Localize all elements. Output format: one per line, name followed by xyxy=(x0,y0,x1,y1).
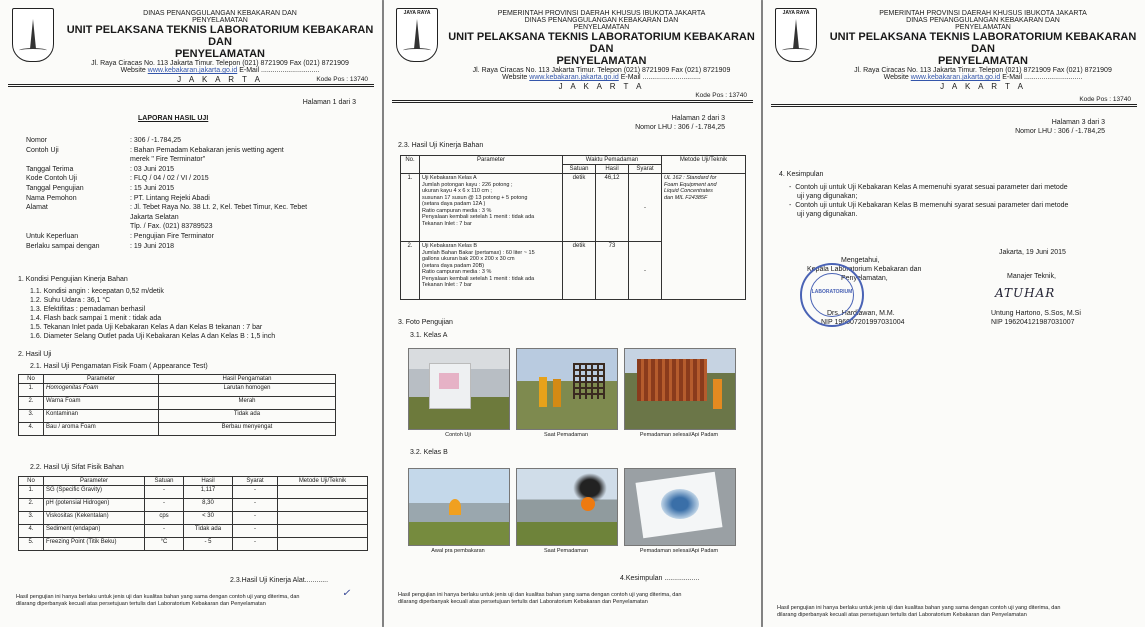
row-result: Berbau menyengat xyxy=(159,423,336,436)
table-row xyxy=(19,397,336,410)
unit-title-2: PENYELAMATAN xyxy=(174,48,266,60)
condition-item: 1.5. Tekanan Inlet pada Uji Kebakaran Kelas A dan Kelas B tekanan : 7 bar xyxy=(30,324,263,331)
footer-note-1: Hasil pengujian ini hanya berlaku untuk jenis uji dan kualitas bahan yang sama dengan contoh uji yang diterima, dan xyxy=(16,594,300,600)
col-requirement: Syarat xyxy=(233,477,278,486)
parameter-line: Tekanan Inlet : 7 bar xyxy=(422,282,472,288)
section-2-2-title: 2.2. Hasil Uji Sifat Fisik Bahan xyxy=(30,464,124,471)
table-row xyxy=(19,384,336,397)
section-2-title: 2. Hasil Uji xyxy=(18,351,52,358)
col-method: Metode Uji/Teknik xyxy=(278,477,368,486)
postal-code: Kode Pos : 13740 xyxy=(695,92,747,99)
col-no: No. xyxy=(401,156,420,174)
row-result: < 30 xyxy=(184,512,233,525)
city: J A K A R T A xyxy=(177,75,263,84)
parameter-line: susunan 17 susun @ 13 potong + 5 potong xyxy=(422,194,528,201)
email: E-Mail .............................. xyxy=(620,74,701,81)
signature-right: ATUHAR xyxy=(995,286,1056,300)
official-stamp: LABORATORIUM xyxy=(800,263,864,327)
report-title: LAPORAN HASIL UJI xyxy=(138,115,209,122)
row-parameter: Bau / aroma Foam xyxy=(44,423,159,436)
address: Jl. Raya Ciracas No. 113 Jakarta Timur. Telepon (021) 8721909 Fax (021) 8721909 xyxy=(91,60,349,67)
report-number: Nomor LHU : 306 / -1.784,25 xyxy=(635,124,725,131)
table-row xyxy=(19,525,368,538)
col-no: No xyxy=(19,375,44,384)
field-label: Tanggal Terima xyxy=(26,165,74,173)
website-label: Website xyxy=(120,67,146,74)
method-line: dan MIL F24385F xyxy=(664,194,708,201)
col-unit: Satuan xyxy=(145,477,184,486)
row-requirement: - xyxy=(233,486,278,499)
field-label: Kode Contoh Uji xyxy=(26,175,77,183)
row-result: 73 xyxy=(596,242,629,300)
section-4-title: 4. Kesimpulan xyxy=(779,171,824,178)
unit-title-2: PENYELAMATAN xyxy=(937,55,1029,67)
col-parameter: Parameter xyxy=(44,477,145,486)
row-parameter: Sediment (endapan) xyxy=(44,525,145,538)
sign-left-title: Kepala Laboratorium Kebakaran dan xyxy=(807,266,922,273)
dept-line: DINAS PENANGGULANGAN KEBAKARAN DAN xyxy=(524,17,679,24)
dept-line-2: PENYELAMATAN xyxy=(192,17,248,24)
parameter-line: gallons ukuran bak 200 x 200 x 30 cm xyxy=(422,256,515,262)
condition-item: 1.2. Suhu Udara : 36,1 °C xyxy=(30,297,111,304)
row-method xyxy=(278,538,368,551)
parameter-line: Ratio campuran media : 3 % xyxy=(422,207,492,214)
row-requirement: - xyxy=(629,174,662,242)
footer-note-2: dilarang diperbanyak kecuali atas persetujuan tertulis dari Laboratorium Kebakaran dan Penyelamatan xyxy=(16,601,266,607)
photo-caption: Saat Pemadaman xyxy=(543,432,589,438)
province-line: PEMERINTAH PROVINSI DAERAH KHUSUS IBUKOTA JAKARTA xyxy=(497,10,706,17)
website-link[interactable]: www.kebakaran.jakarta.go.id xyxy=(529,74,619,81)
conclusion-item-1: - Contoh uji untuk Uji Kebakaran Kelas A memenuhi syarat sesuai parameter dari metode xyxy=(789,184,1068,191)
letterhead xyxy=(763,0,1145,91)
field-value: Tlp. / Fax. (021) 83789523 xyxy=(130,223,213,231)
dept-line-2: PENYELAMATAN xyxy=(573,24,630,31)
field-value: : 15 Juni 2015 xyxy=(130,185,174,192)
sign-right-title: Manajer Teknik, xyxy=(1007,273,1056,280)
condition-item: 1.3. Efektifitas : pemadaman berhasil xyxy=(30,306,146,313)
condition-item: 1.4. Flash back sampai 1 menit : tidak ada xyxy=(30,315,162,322)
sign-left-name: Drs. Hardiawan, M.M. xyxy=(827,310,895,317)
parameter-line: Tekanan Inlet : 7 bar xyxy=(422,220,472,227)
field-value: Jakarta Selatan xyxy=(130,213,179,221)
field-value: : FLQ / 04 / 02 / VI / 2015 xyxy=(130,175,209,183)
photo-caption: Contoh Uji xyxy=(445,432,471,438)
sign-right-name: Untung Hartono, S.Sos, M.Si xyxy=(991,310,1081,317)
address: Jl. Raya Ciracas No. 113 Jakarta Timur. Telepon (021) 8721909 Fax (021) 8721909 xyxy=(472,67,731,74)
website-label: Website xyxy=(502,74,528,81)
letterhead xyxy=(0,0,382,84)
field-value: : PT. Lintang Rejeki Abadi xyxy=(130,194,210,202)
row-unit: - xyxy=(145,486,184,499)
col-result: Hasil xyxy=(596,165,629,174)
parameter-line: Jumlah Bahan Bakar (pertamax) : 60 liter ~ 15 xyxy=(422,249,535,256)
row-requirement: - xyxy=(233,525,278,538)
col-method: Metode Uji/Teknik xyxy=(662,156,746,174)
row-parameter: Kontaminan xyxy=(44,410,159,423)
table-row xyxy=(19,486,368,499)
field-label: Untuk Keperluan xyxy=(26,233,79,240)
city: J A K A R T A xyxy=(558,82,645,91)
row-method xyxy=(278,499,368,512)
conclusion-item-2: - Contoh uji untuk Uji Kebakaran Kelas B memenuhi syarat sesuai parameter dari metode xyxy=(789,202,1069,209)
section-3-1-title: 3.1. Kelas A xyxy=(410,332,448,339)
field-label: Contoh Uji xyxy=(26,146,59,154)
photo-sample-container xyxy=(408,348,510,430)
conclusion-item-1-cont: uji yang digunakan; xyxy=(797,193,858,200)
section-3-2-title: 3.2. Kelas B xyxy=(410,449,448,456)
continued-note: 2.3.Hasil Uji Kinerja Alat............ xyxy=(230,577,329,584)
section-3-title: 3. Foto Pengujian xyxy=(398,319,453,326)
row-no: 3. xyxy=(19,410,44,423)
row-result: - 5 xyxy=(184,538,233,551)
photo-pre-burn xyxy=(408,468,510,546)
field-value: merek " Fire Terminator" xyxy=(130,156,206,164)
row-no: 2. xyxy=(19,397,44,410)
row-no: 1. xyxy=(19,384,44,397)
header-divider xyxy=(771,104,1137,107)
row-requirement: - xyxy=(233,538,278,551)
photo-extinguished-class-a xyxy=(624,348,736,430)
row-unit: detik xyxy=(563,174,596,242)
method-line: UL 162 : Standard for xyxy=(664,175,717,181)
report-number: Nomor LHU : 306 / -1.784,25 xyxy=(1015,128,1105,135)
row-parameter xyxy=(420,242,563,300)
row-requirement: - xyxy=(629,242,662,300)
row-result: 8,30 xyxy=(184,499,233,512)
footer-note-1: Hasil pengujian ini hanya berlaku untuk jenis uji dan kualitas bahan yang sama dengan contoh uji yang diterima, dan xyxy=(398,592,682,598)
col-parameter: Parameter xyxy=(44,375,159,384)
row-no: 4. xyxy=(19,423,44,436)
website-link[interactable]: www.kebakaran.jakarta.go.id xyxy=(910,74,1001,81)
row-parameter: pH (potensial Hidrogen) xyxy=(44,499,145,512)
table-row xyxy=(19,538,368,551)
parameter-line: ukuran kayu 4 x 6 x 110 cm ; xyxy=(422,188,492,194)
sign-right-nip: NIP 196204121987031007 xyxy=(991,319,1075,326)
row-no: 1. xyxy=(401,174,420,242)
col-extinguish-time: Waktu Pemadaman xyxy=(563,156,662,165)
field-label: Nomor xyxy=(26,137,48,144)
col-result: Hasil xyxy=(184,477,233,486)
jakarta-logo-icon: JAYA RAYA xyxy=(396,8,438,62)
row-no: 5. xyxy=(19,538,44,551)
row-requirement: - xyxy=(233,499,278,512)
website-label: Website xyxy=(883,74,909,81)
row-result: Tidak ada xyxy=(159,410,336,423)
page-number: Halaman 3 dari 3 xyxy=(1051,119,1105,126)
row-result: Tidak ada xyxy=(184,525,233,538)
row-parameter: Homogenitas Foam xyxy=(44,384,159,397)
parameter-line: Penyalaan kembali setelah 1 menit : tidak ada xyxy=(422,275,535,282)
dept-line: DINAS PENANGGULANGAN KEBAKARAN DAN xyxy=(906,17,1060,24)
condition-item: 1.6. Diameter Selang Outlet pada Uji Kebakaran Kelas A dan Kelas B : 1,5 inch xyxy=(30,333,276,340)
row-unit: - xyxy=(145,499,184,512)
unit-title: UNIT PELAKSANA TEKNIS LABORATORIUM KEBAKARAN DAN xyxy=(448,31,755,55)
address: Jl. Raya Ciracas No. 113 Jakarta Timur. Telepon (021) 8721909 Fax (021) 8721909 xyxy=(854,67,1112,74)
method-line: Liquid Concentrates xyxy=(664,188,713,194)
col-no: No xyxy=(19,477,44,486)
condition-item: 1.1. Kondisi angin : kecepatan 0,52 m/detik xyxy=(30,288,164,295)
row-no: 1. xyxy=(19,486,44,499)
row-unit: °C xyxy=(145,538,184,551)
field-value: : 306 / -1.784,25 xyxy=(130,137,181,144)
footer-note-2: dilarang diperbanyak kecuali atas persetujuan tertulis dari Laboratorium Kebakaran dan Penyelamatan xyxy=(398,599,648,605)
city: J A K A R T A xyxy=(940,82,1026,91)
physical-properties-table xyxy=(18,476,368,551)
field-value: : 03 Juni 2015 xyxy=(130,165,174,173)
col-result: Hasil Pengamatan xyxy=(159,375,336,384)
row-requirement: - xyxy=(233,512,278,525)
photo-extinguishing-class-a xyxy=(516,348,618,430)
method-line: Foam Equipment and xyxy=(664,181,717,188)
row-no: 4. xyxy=(19,525,44,538)
table-row xyxy=(19,423,336,436)
row-no: 2. xyxy=(19,499,44,512)
photo-extinguishing-class-b xyxy=(516,468,618,546)
row-result: 46,12 xyxy=(596,174,629,242)
field-value: : Pengujian Fire Terminator xyxy=(130,233,214,240)
sign-acknowledge: Mengetahui, xyxy=(841,257,880,264)
sign-left-title-2: Penyelamatan, xyxy=(841,275,888,282)
photo-caption: Saat Pemadaman xyxy=(543,548,589,554)
section-2-3-title: 2.3. Hasil Uji Kinerja Bahan xyxy=(398,142,484,149)
parameter-line: Uji Kebakaran Kelas B xyxy=(422,243,478,249)
parameter-line: Ratio campuran media : 3 % xyxy=(422,269,492,275)
row-parameter: Viskositas (Kekentalan) xyxy=(44,512,145,525)
table-row xyxy=(401,174,746,242)
row-unit: - xyxy=(145,525,184,538)
row-parameter: SG (Specific Gravity) xyxy=(44,486,145,499)
row-method xyxy=(278,512,368,525)
table-row xyxy=(19,512,368,525)
parameter-line: Uji Kebakaran Kelas A xyxy=(422,175,477,181)
row-method xyxy=(662,174,746,300)
unit-title: UNIT PELAKSANA TEKNIS LABORATORIUM KEBAKARAN DAN xyxy=(66,24,374,48)
unit-title-2: PENYELAMATAN xyxy=(556,55,647,67)
letterhead xyxy=(384,0,761,91)
photo-caption: Pemadaman selesai/Api Padam xyxy=(639,548,719,554)
table-row xyxy=(19,410,336,423)
row-result: Merah xyxy=(159,397,336,410)
photo-extinguished-class-b xyxy=(624,468,736,546)
jakarta-logo-icon: JAYA RAYA xyxy=(775,8,817,62)
field-label: Nama Pemohon xyxy=(26,194,77,202)
report-page-1 xyxy=(0,0,382,627)
jakarta-logo-icon xyxy=(12,8,54,62)
parameter-line: (setara daya padam 12A ) xyxy=(422,201,486,207)
field-value: : Bahan Pemadam Kebakaran jenis wetting agent xyxy=(130,146,284,154)
row-result: 1,117 xyxy=(184,486,233,499)
field-label: Alamat xyxy=(26,204,48,212)
conclusion-item-2-cont: uji yang digunakan. xyxy=(797,211,858,218)
dept-line-2: PENYELAMATAN xyxy=(955,24,1011,31)
row-parameter: Freezing Point (Titik Beku) xyxy=(44,538,145,551)
col-requirement: Syarat xyxy=(629,165,662,174)
field-label: Berlaku sampai dengan xyxy=(26,242,100,250)
header-divider xyxy=(8,84,374,87)
email: E-Mail .............................. xyxy=(239,67,320,74)
parameter-line: (setara daya padam 20B) xyxy=(422,262,485,269)
row-method xyxy=(278,486,368,499)
row-no: 2. xyxy=(401,242,420,300)
row-method xyxy=(278,525,368,538)
field-value: : 19 Juni 2018 xyxy=(130,242,174,250)
postal-code: Kode Pos : 13740 xyxy=(316,76,368,83)
postal-code: Kode Pos : 13740 xyxy=(1079,96,1131,103)
sign-left-nip: NIP 196007201997031004 xyxy=(821,319,905,326)
parameter-line: Penyalaan kembali setelah 1 menit : tidak ada xyxy=(422,214,535,220)
col-parameter: Parameter xyxy=(420,156,563,174)
row-unit: detik xyxy=(563,242,596,300)
row-result: Larutan homogen xyxy=(159,384,336,397)
province-line: PEMERINTAH PROVINSI DAERAH KHUSUS IBUKOTA JAKARTA xyxy=(879,10,1087,17)
row-parameter: Warna Foam xyxy=(44,397,159,410)
initial-mark-icon: ✓ xyxy=(342,588,351,599)
sign-date: Jakarta, 19 Juni 2015 xyxy=(999,249,1066,256)
report-page-2 xyxy=(384,0,761,627)
appearance-test-table xyxy=(18,374,336,436)
field-value: : Jl. Tebet Raya No. 38 Lt. 2, Kel. Tebet Timur, Kec. Tebet xyxy=(130,204,308,212)
col-unit: Satuan xyxy=(563,165,596,174)
dept-line: DINAS PENANGGULANGAN KEBAKARAN DAN xyxy=(143,10,297,17)
footer-note-1: Hasil pengujian ini hanya berlaku untuk jenis uji dan kualitas bahan yang sama dengan contoh uji yang diterima, dan xyxy=(777,605,1061,611)
continued-note: 4.Kesimpulan .................. xyxy=(620,575,700,582)
performance-test-table xyxy=(400,155,746,300)
unit-title: UNIT PELAKSANA TEKNIS LABORATORIUM KEBAKARAN DAN xyxy=(829,31,1137,55)
table-row xyxy=(19,499,368,512)
footer-note-2: dilarang diperbanyak kecuali atas persetujuan tertulis dari Laboratorium Kebakaran dan Penyelamatan xyxy=(777,612,1027,618)
website-link[interactable]: www.kebakaran.jakarta.go.id xyxy=(147,67,238,74)
row-parameter xyxy=(420,174,563,242)
header-divider xyxy=(392,100,753,103)
page-number: Halaman 1 dari 3 xyxy=(302,99,356,106)
photo-caption: Awal pra pembakaran xyxy=(431,548,485,554)
photo-caption: Pemadaman selesai/Api Padam xyxy=(639,432,719,438)
section-2-1-title: 2.1. Hasil Uji Pengamatan Fisik Foam ( Appearance Test) xyxy=(30,363,208,370)
page-number: Halaman 2 dari 3 xyxy=(671,115,725,122)
section-1-title: 1. Kondisi Pengujian Kinerja Bahan xyxy=(18,276,128,283)
email: E-Mail .............................. xyxy=(1002,74,1083,81)
field-label: Tanggal Pengujian xyxy=(26,185,84,192)
row-no: 3. xyxy=(19,512,44,525)
parameter-line: Jumlah potongan kayu : 226 potong ; xyxy=(422,181,513,188)
row-unit: cps xyxy=(145,512,184,525)
